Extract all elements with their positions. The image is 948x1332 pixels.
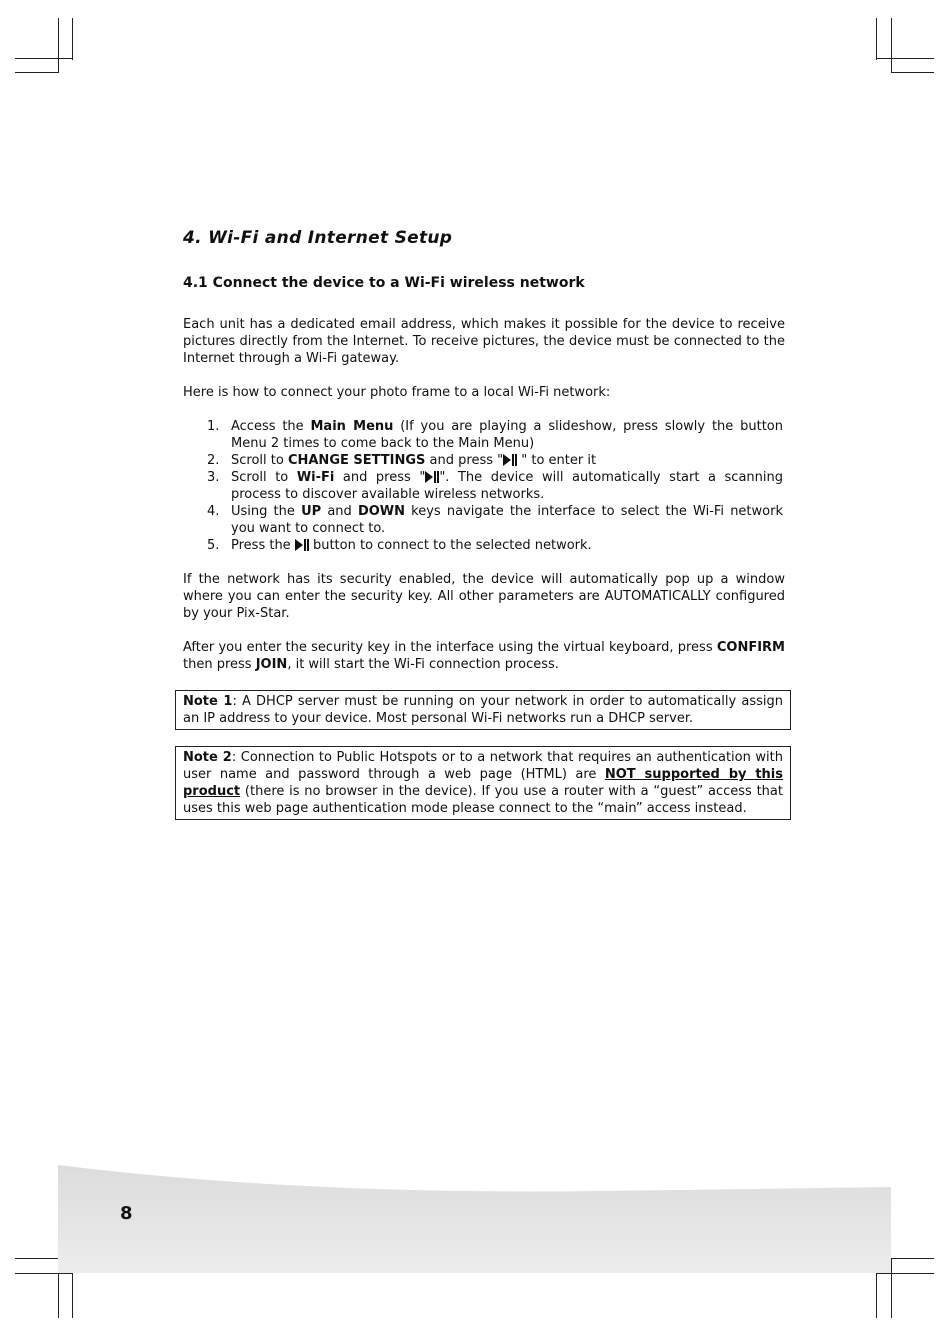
play-pause-icon: [295, 539, 309, 551]
confirm-paragraph: After you enter the security key in the interface using the virtual keyboard, press CONFIRM then press JOIN, it will start the Wi-Fi connection process.: [183, 640, 785, 672]
play-pause-icon: [503, 454, 517, 466]
subsection-title: 4.1 Connect the device to a Wi-Fi wireless network: [183, 275, 585, 291]
list-item: 1. Access the Main Menu (If you are playing a slideshow, press slowly the button Menu 2 times to come back to the Main Menu): [207, 419, 783, 451]
crop-mark: [876, 18, 877, 60]
note-1-text: : A DHCP server must be running on your network in order to automatically assign an IP address to your device. Most personal Wi-Fi networks run a DHCP server.: [183, 694, 783, 726]
list-item: 3. Scroll to Wi-Fi and press " ". The device will automatically start a scanning process to discover available wireless networks.: [207, 470, 783, 502]
list-item: 5. Press the button to connect to the selected network.: [207, 538, 592, 553]
note-1-label: Note 1: [183, 694, 233, 709]
not-supported-text: NOT supported by this product: [183, 767, 783, 799]
crop-mark: [891, 18, 892, 73]
intro-paragraph: Each unit has a dedicated email address, which makes it possible for the device to receive pictures directly from the Internet. To receive pictures, the device must be connected to the Internet through a Wi-Fi gateway.: [183, 317, 785, 366]
crop-mark: [891, 72, 934, 73]
page-number: 8: [120, 1203, 133, 1224]
play-pause-icon: [425, 471, 439, 483]
crop-mark: [876, 58, 934, 59]
note-1-box: [175, 690, 791, 730]
note-2-box: Note 2: Connection to Public Hotspots or to a network that requires an authentication with user name and password through a web page (HTML) are NOT supported by this product (there is no browser in the device). If you use a router with a “guest” access that uses this web page authentication mode please connect to the “main” access instead.: [175, 746, 791, 820]
crop-mark: [15, 58, 73, 59]
steps-list: [183, 418, 783, 554]
crop-mark: [15, 72, 58, 73]
list-item: 4. Using the UP and DOWN keys navigate the interface to select the Wi-Fi network you want to connect to.: [207, 504, 783, 536]
crop-mark: [58, 18, 59, 73]
section-title: 4. Wi-Fi and Internet Setup: [183, 228, 453, 248]
howto-line: Here is how to connect your photo frame to a local Wi-Fi network:: [183, 385, 611, 400]
note-2-label: Note 2: [183, 750, 232, 765]
list-item: 2. Scroll to CHANGE SETTINGS and press " " to enter it: [207, 453, 597, 468]
security-paragraph: If the network has its security enabled, the device will automatically pop up a window where you can enter the security key. All other parameters are AUTOMATICALLY configured by your Pix-Star.: [183, 572, 785, 621]
footer-band: [0, 1155, 948, 1280]
crop-mark: [72, 18, 73, 60]
